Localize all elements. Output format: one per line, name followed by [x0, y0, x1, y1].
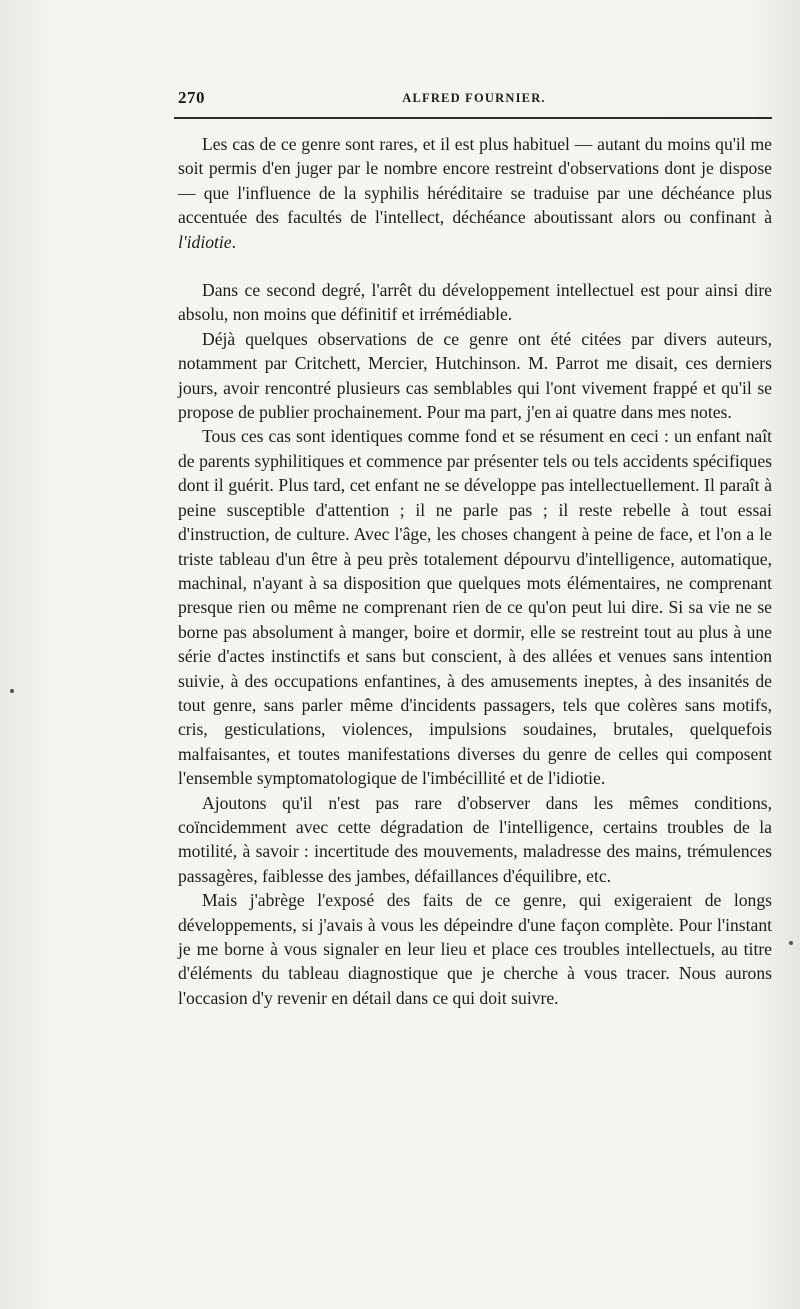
- running-title: ALFRED FOURNIER.: [402, 91, 546, 105]
- paragraph-4: Tous ces cas sont identiques comme fond et se résument en ceci : un enfant naît de parents syphilitiques et commence par présenter tels ou tels accidents spécifiques dont il guérit. Plus tard, cet enfant ne se développe pas intellectuellement. Il paraît à peine susceptible d'attention ; il ne parle pas ; il reste rebelle à tout essai d'instruction, de culture. Avec l'âge, les choses changent à peine de face, et l'on a le triste tableau d'un être à peu près totalement dépourvu d'intelligence, automatique, machinal, n'ayant à sa disposition que quelques mots élémentaires, ne comprenant presque rien ou même ne comprenant rien de ce qu'on peut lui dire. Si sa vie ne se borne pas absolument à manger, boire et dormir, elle se restreint tout au plus à une série d'actes instinctifs et sans but conscient, à des allées et venues sans intention suivie, à des occupations enfantines, à des amusements ineptes, à des insanités de tout genre, sans parler même d'incidents passagers, tels que colères sans motifs, cris, gesticulations, violences, impulsions soudaines, brutales, quelquefois malfaisantes, et toutes manifestations diverses du genre de celles qui composent l'ensemble symptomatologique de l'imbécillité et de l'idiotie.: [178, 426, 772, 789]
- paragraph-6: Mais j'abrège l'exposé des faits de ce genre, qui exigeraient de longs développements, si j'avais à vous les dépeindre d'une façon complète. Pour l'instant je me borne à vous signaler en leur lieu et place ces troubles intellectuels, au titre d'éléments du tableau diagnostique que je cherche à vous tracer. Nous aurons l'occasion d'y revenir en détail dans ce qui doit suivre.: [178, 890, 772, 1008]
- paragraph-5: Ajoutons qu'il n'est pas rare d'observer dans les mêmes conditions, coïncidemment avec cette dégradation de l'intelligence, certains troubles de la motilité, à savoir : incertitude des mouvements, maladresse des mains, trémulences passagères, faiblesse des jambes, défaillances d'équilibre, etc.: [178, 792, 772, 886]
- margin-speck: [10, 689, 14, 693]
- body-text: [178, 132, 772, 1010]
- page-number: 270: [178, 88, 205, 107]
- paragraph-1: [178, 132, 772, 254]
- idiotie-emphasis: l'idiotie: [178, 231, 232, 252]
- paragraph-1-end: .: [231, 231, 237, 252]
- paragraph-3: Déjà quelques observations de ce genre ont été citées par divers auteurs, notamment par Critchett, Mercier, Hutchinson. M. Parrot me disait, ces derniers jours, avoir rencontré plusieurs cas semblables qui l'ont vivement frappé et qu'il se propose de publier prochainement. Pour ma part, j'en ai quatre dans mes notes.: [178, 328, 772, 423]
- running-head: [178, 88, 770, 110]
- margin-speck: [789, 941, 793, 945]
- paragraph-1-text: Les cas de ce genre sont rares, et il est plus habituel — autant du moins qu'il me soit permis d'en juger par le nombre encore restreint d'observations dont je dispose — que l'influence de la syphilis héréditaire se traduise par une déchéance plus accentuée des facultés de l'intellect, déchéance aboutissant alors ou confinant à: [178, 134, 772, 228]
- header-rule: [174, 117, 772, 119]
- paragraph-2: Dans ce second degré, l'arrêt du développement intellectuel est pour ainsi dire absolu, non moins que définitif et irrémédiable.: [178, 280, 772, 325]
